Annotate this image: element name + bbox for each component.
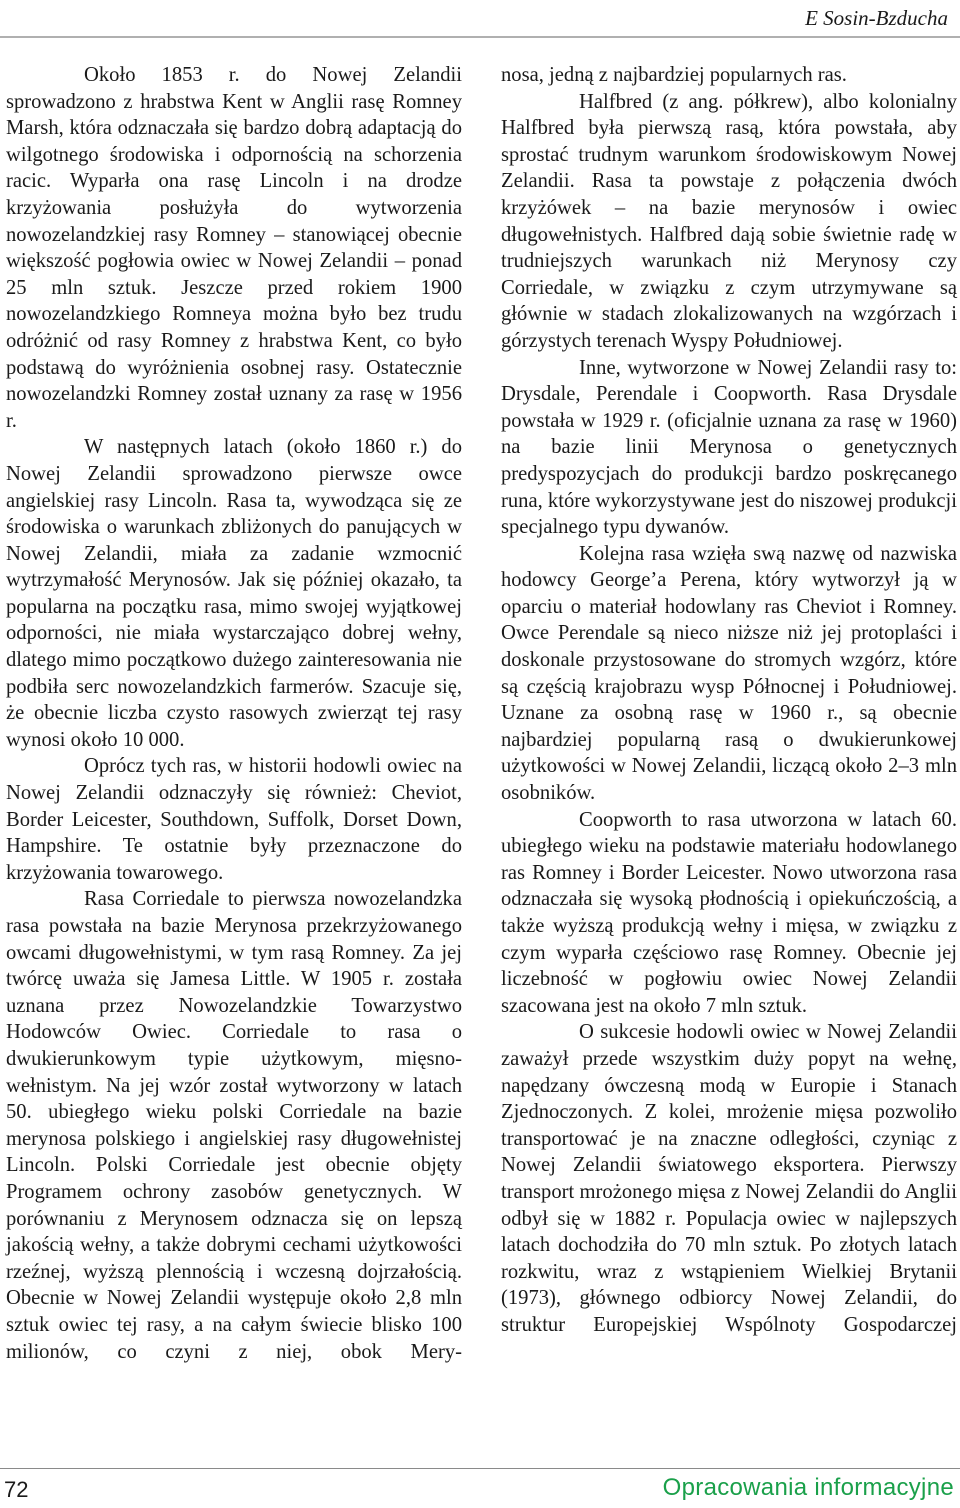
publication-title: Opracowania informacyjne: [662, 1474, 954, 1501]
paragraph: Kolejna rasa wzięła swą nazwę od nazwiska hodowcy George’a Perena, który wytworzył ją w oparciu o materiał hodowlany ras Cheviot i Romney. Owce Perendale są nieco niższe niż jej protoplaści i doskonale przystosowane do stromych wzgórz, które są częścią krajobrazu wysp Północnej i Południowej. Uznane za osobną rasę w 1960 r., są obecnie najbardziej popularną rasą o dwukierunkowej użytkowości w Nowej Zelandii, liczącą około 2–3 mln osobników.: [501, 542, 957, 805]
right-text-column: [501, 62, 957, 1339]
paragraph: Około 1853 r. do Nowej Zelandii sprowadzono z hrabstwa Kent w Anglii rasę Romney Marsh, która odznaczała się bardzo dobrą adaptacją do wilgotnego środowiska i odpornością na schorzenia racic. Wyparła ona rasę Lincoln i na drodze krzyżowania posłużyła do wytworzenia nowozelandzkiej rasy Romney – stanowiącej obecnie większość pogłowia owiec w Nowej Zelandii – ponad 25 mln sztuk. Jeszcze przed rokiem 1900 nowozelandzkiego Romneya można było bez trudu odróżnić od rasy Romney z hrabstwa Kent, co było podstawą do wyróżnienia osobnej rasy. Ostatecznie nowozelandzki Romney został uznany za rasę w 1956 r.: [6, 64, 462, 432]
left-text-column: [6, 62, 462, 1365]
page-number: 72: [4, 1477, 29, 1502]
paragraph-continuation: nosa, jedną z najbardziej popularnych ras.: [501, 64, 847, 86]
running-header-author: E Sosin-Bzducha: [805, 6, 948, 30]
paragraph: Inne, wytworzone w Nowej Zelandii rasy to: Drysdale, Perendale i Coopworth. Rasa Drysdale powstała w 1929 r. (oficjalnie uznana za rasę w 1960) na bazie linii Merynosa o genetycznych predyspozycjach do produkcji bardzo poskręcanego runa, które wykorzystywane jest do niszowej produkcji specjalnego typu dywanów.: [501, 356, 957, 539]
header-divider: [0, 36, 960, 38]
paragraph: Oprócz tych ras, w historii hodowli owiec na Nowej Zelandii odznaczyły się również: Cheviot, Border Leicester, Southdown, Suffolk, Dorset Down, Hampshire. Te ostatnie były przeznaczone do krzyżowania towarowego.: [6, 755, 462, 884]
footer-divider: [0, 1468, 960, 1469]
paragraph: Coopworth to rasa utworzona w latach 60. ubiegłego wieku na podstawie materiału hodowlanego ras Romney i Border Leicester. Nowo utworzona rasa odznaczała się wysoką płodnością i opiekuńczością, a także wyższą produkcją wełny i mięsa, w związku z czym wyparła częściowo rasę Romney. Obecnie jej liczebność w pogłowiu owiec Nowej Zelandii szacowana jest na około 7 mln sztuk.: [501, 808, 957, 1017]
paragraph: Halfbred (z ang. półkrew), albo kolonialny Halfbred była pierwszą rasą, która powstała, aby sprostać trudnym warunkom środowiskowym Nowej Zelandii. Rasa ta powstaje z połączenia dwóch krzyżówek – na bazie merynosów i owiec długowełnistych. Halfbred dają sobie świetnie radę w trudniejszych warunkach niż Merynosy czy Corriedale, w związku z czym utrzymywane są głównie w stadach zlokalizowanych na wzgórzach i górzystych terenach Wyspy Południowej.: [501, 90, 957, 352]
paragraph: O sukcesie hodowli owiec w Nowej Zelandii zaważył przede wszystkim duży popyt na wełnę, napędzany ówczesną modą w Europie i Stanach Zjednoczonych. Z kolei, mrożenie mięsa pozwoliło transportować je na znaczne odległości, czyniąc z Nowej Zelandii światowego eksportera. Pierwszy transport mrożonego mięsa z Nowej Zelandii do Anglii odbył się w 1882 r. Populacja owiec w najlepszych latach dochodziła do 70 mln sztuk. Po złotych latach rozkwitu, wraz z wstąpieniem Wielkiej Brytanii (1973), głównego odbiorcy Nowej Zelandii, do struktur Europejskiej Wspólnoty Gospodarczej: [501, 1021, 957, 1336]
paragraph: Rasa Corriedale to pierwsza nowozelandzka rasa powstała na bazie Merynosa przekrzyżowanego owcami długowełnistymi, w tym rasą Romney. Za jej twórcę uważa się Jamesa Little. W 1905 r. została uznana przez Nowozelandzkie Towarzystwo Hodowców Owiec. Corriedale to rasa o dwukierunkowym typie użytkowym, mięsno-wełnistym. Na jej wzór został wytworzony w latach 50. ubiegłego wieku polski Corriedale na bazie merynosa polskiego i angielskiej rasy długowełnistej Lincoln. Polski Corriedale jest obecnie objęty Programem ochrony zasobów genetycznych. W porównaniu z Merynosem odznacza się on lepszą jakością wełny, a także dobrymi cechami użytkowości rzeźnej, wyższą plennością i wczesną dojrzałością. Obecnie w Nowej Zelandii występuje około 2,8 mln sztuk owiec tej rasy, a na całym świecie blisko 100 milionów, co czyni z niej, obok Mery-: [6, 888, 462, 1363]
paragraph: W następnych latach (około 1860 r.) do Nowej Zelandii sprowadzono pierwsze owce angielskiej rasy Lincoln. Rasa ta, wywodząca się ze środowiska o warunkach zbliżonych do panujących w Nowej Zelandii, miała za zadanie wzmocnić wytrzymałość Merynosów. Jak się później okazało, ta popularna na początku rasa, mimo swojej wyjątkowej odporności, nie miała wystarczająco dobrej wełny, dlatego mimo początkowo dużego zainteresowania nie podbiła serc nowozelandzkich farmerów. Szacuje się, że obecnie liczba czysto rasowych zwierząt tej rasy wynosi około 10 000.: [6, 436, 462, 751]
